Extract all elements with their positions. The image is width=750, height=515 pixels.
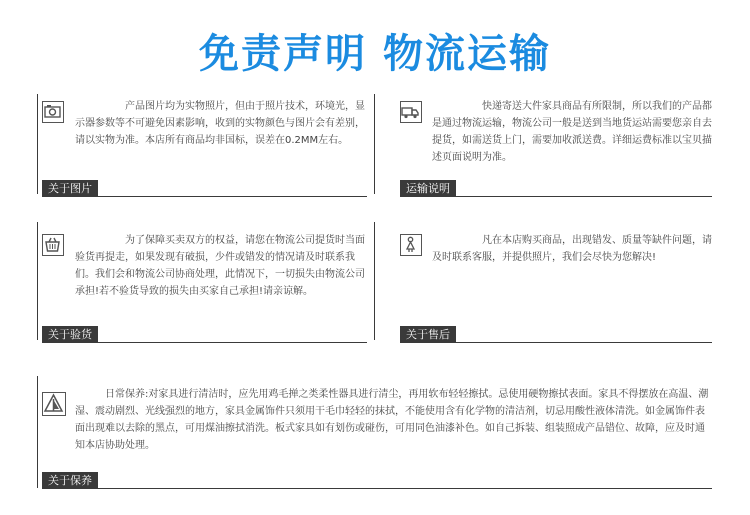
basket-icon <box>42 234 64 256</box>
aftersales-label: 关于售后 <box>400 326 456 343</box>
maintenance-rule <box>42 488 712 489</box>
maintenance-text: 日常保养:对家具进行清洁时，应先用鸡毛掸之类柔性器具进行清尘，再用软布轻轻擦拭。忌使用硬物擦拭表面。家具不得摆放在高温、潮湿、震动剧烈、光线强烈的地方，家具金属饰件只须用干毛巾轻轻的抹拭，不能使用含有化学物的清洁剂，切忌用酸性液体清洗。如金属饰件表面出现难以去除的黑点，可用煤油擦拭消洗。板式家具如有划伤或碰伤，可用同色油漆补色。如自己拆装、组装照成产品错位、故障，应及时通知本店协助处理。 <box>75 389 709 451</box>
photos-section-divider <box>37 94 38 194</box>
inspection-section-divider <box>37 222 38 340</box>
page-title: 免责声明 物流运输 <box>199 31 551 77</box>
inspection-rule <box>42 342 367 343</box>
maintenance-label: 关于保养 <box>42 472 98 489</box>
camera-icon <box>42 101 64 123</box>
aftersales-rule <box>400 342 712 343</box>
maintenance-section-divider <box>37 376 38 488</box>
shipping-text: 快递寄送大件家具商品有所限制，所以我们的产品都是通过物流运输，物流公司一般是送到当地货运站需要您亲自去提货，如需送货上门，需要加收派送费。详细运费标准以宝贝描述页面说明为准。 <box>432 101 712 163</box>
shipping-section-divider <box>374 94 375 194</box>
photos-label: 关于图片 <box>42 180 98 197</box>
shipping-label: 运输说明 <box>400 180 456 197</box>
inspection-label: 关于验货 <box>42 326 98 343</box>
photos-rule <box>42 196 367 197</box>
aftersales-text: 凡在本店购买商品，出现错发、质量等缺件问题，请及时联系客服，并提供照片，我们会尽快为您解决! <box>432 235 712 263</box>
person-icon <box>400 234 422 256</box>
shipping-rule <box>400 196 712 197</box>
truck-icon <box>400 101 422 123</box>
warning-triangle-icon <box>42 392 66 416</box>
photos-text: 产品图片均为实物照片，但由于照片技术，环境光，显示器参数等不可避免因素影响，收到的实物颜色与图片会有差别，请以实物为准。本店所有商品均非国标，误差在0.2MM左右。 <box>75 101 365 146</box>
inspection-text: 为了保障买卖双方的权益，请您在物流公司提货时当面验货再提走，如果发现有破损，少件或错发的情况请及时联系我们。我们会和物流公司协商处理，此情况下，一切损失由物流公司承担!若不验货导致的损失由买家自己承担!请亲谅解。 <box>75 235 365 297</box>
aftersales-section-divider <box>374 222 375 340</box>
